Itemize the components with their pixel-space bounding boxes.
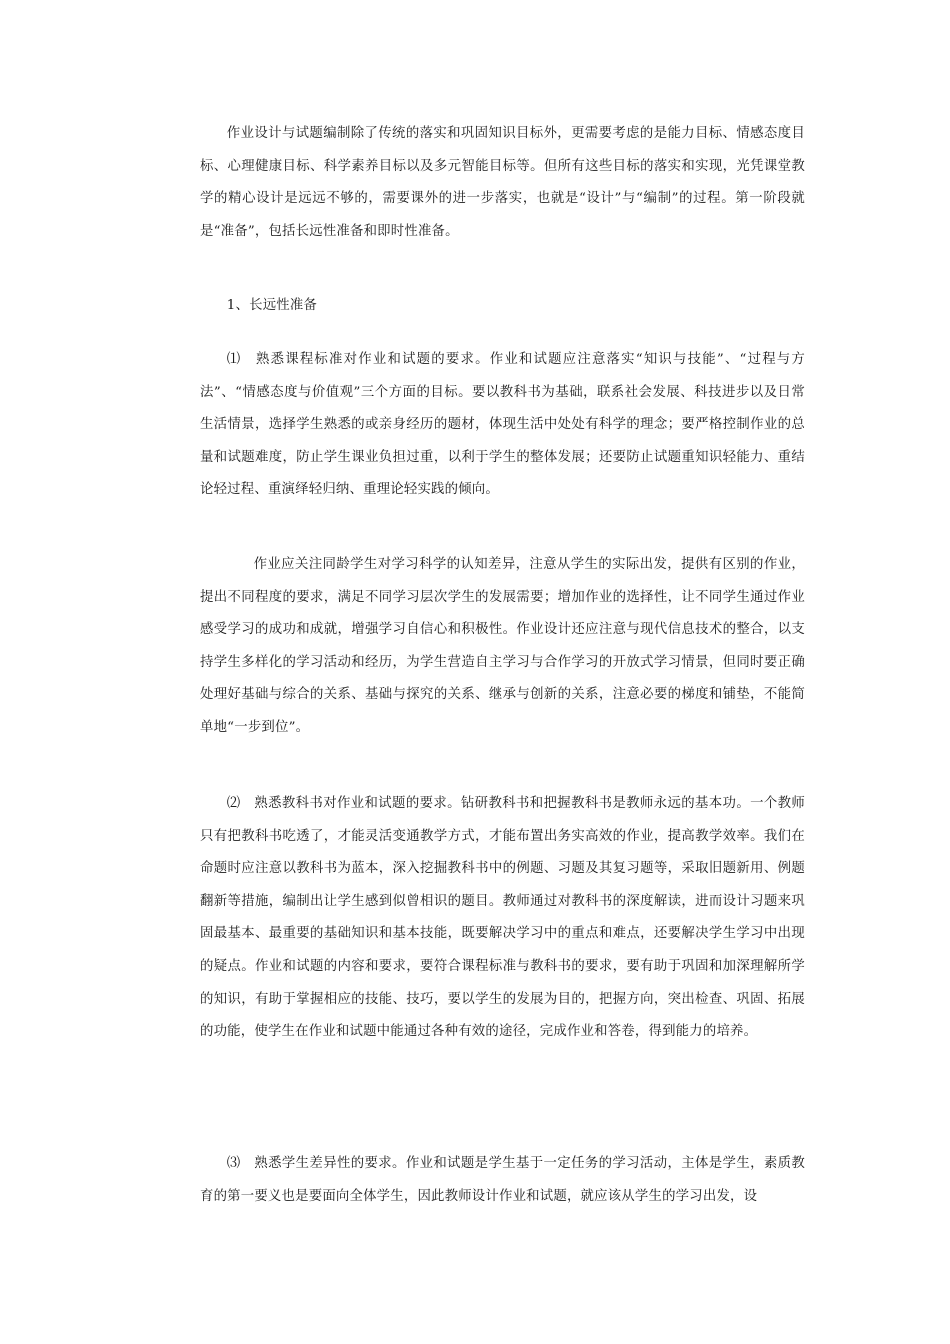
intro-paragraph: 作业设计与试题编制除了传统的落实和巩固知识目标外，更需要考虑的是能力目标、情感态度目标、心理健康目标、科学素养目标以及多元智能目标等。但所有这些目标的落实和实现，光凭课堂教学的精心设计是远远不够的，需要课外的进一步落实，也就是“设计”与“编制”的过程。第一阶段就是“准备”，包括长远性准备和即时性准备。 bbox=[200, 126, 805, 239]
section-heading-long-term-preparation: 1、长远性准备 bbox=[226, 298, 318, 313]
paragraph-homework-differentiation: 作业应关注同龄学生对学习科学的认知差异，注意从学生的实际出发，提供有区别的作业，提出不同程度的要求，满足不同学习层次学生的发展需要；增加作业的选择性，让不同学生通过作业感受学习的成功和成就，增强学习自信心和积极性。作业设计还应注意与现代信息技术的整合，以支持学生多样化的学习活动和经历，为学生营造自主学习与合作学习的开放式学习情景，但同时要正确处理好基础与综合的关系、基础与探究的关系、继承与创新的关系，注意必要的梯度和铺垫，不能简单地“一步到位”。 bbox=[200, 557, 805, 735]
paragraph-item-1: ⑴ 熟悉课程标准对作业和试题的要求。作业和试题应注意落实“知识与技能”、“过程与方法”、“情感态度与价值观”三个方面的目标。要以教科书为基础，联系社会发展、科技进步以及日常生活情景，选择学生熟悉的或亲身经历的题材，体现生活中处处有科学的理念；要严格控制作业的总量和试题难度，防止学生课业负担过重，以利于学生的整体发展；还要防止试题重知识轻能力、重结论轻过程、重演绎轻归纳、重理论轻实践的倾向。 bbox=[200, 352, 805, 498]
paragraph-item-3: ⑶ 熟悉学生差异性的要求。作业和试题是学生基于一定任务的学习活动，主体是学生，素质教育的第一要义也是要面向全体学生，因此教师设计作业和试题，就应该从学生的学习出发，设 bbox=[200, 1156, 805, 1204]
paragraph-item-2: ⑵ 熟悉教科书对作业和试题的要求。钻研教科书和把握教科书是教师永远的基本功。一个教师只有把教科书吃透了，才能灵活变通教学方式，才能布置出务实高效的作业，提高教学效率。我们在命题时应注意以教科书为蓝本，深入挖掘教科书中的例题、习题及其复习题等，采取旧题新用、例题翻新等措施，编制出让学生感到似曾相识的题目。教师通过对教科书的深度解读，进而设计习题来巩固最基本、最重要的基础知识和基本技能，既要解决学习中的重点和难点，还要解决学生学习中出现的疑点。作业和试题的内容和要求，要符合课程标准与教科书的要求，要有助于巩固和加深理解所学的知识，有助于掌握相应的技能、技巧，要以学生的发展为目的，把握方向，突出检查、巩固、拓展的功能，使学生在作业和试题中能通过各种有效的途径，完成作业和答卷，得到能力的培养。 bbox=[200, 796, 805, 1040]
